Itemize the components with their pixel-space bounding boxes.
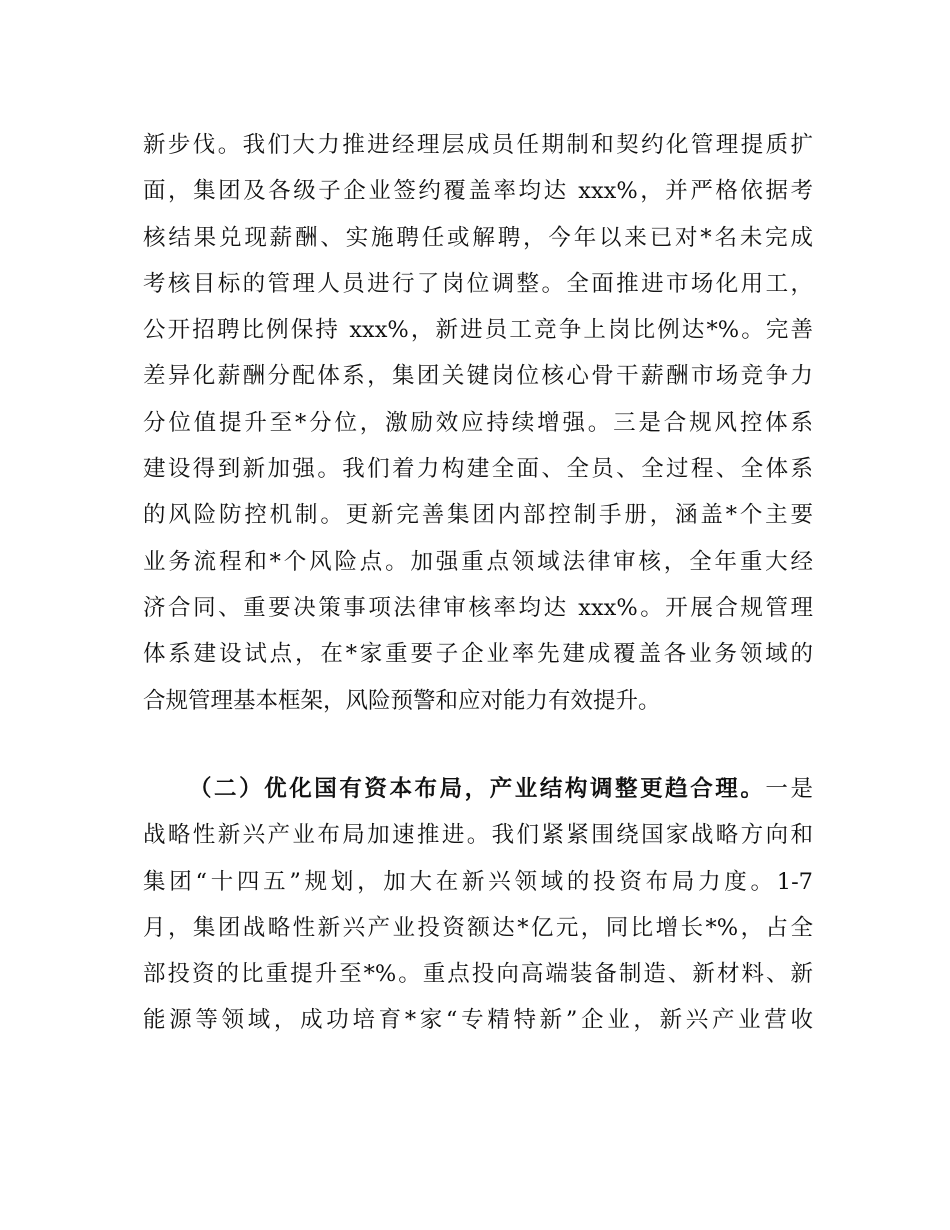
text-line: 面，集团及各级子企业签约覆盖率均达 xxx%，并严格依据考 [143, 178, 813, 205]
text-line: 建设得到新加强。我们着力构建全面、全员、全过程、全体系 [143, 456, 813, 483]
text-line: 部投资的比重提升至*%。重点投向高端装备制造、新材料、新 [143, 961, 813, 988]
section-first-line-rest: 一是 [765, 776, 813, 802]
text-line: 能源等领域，成功培育*家“专精特新”企业，新兴产业营收 [143, 1007, 813, 1034]
text-line: 考核目标的管理人员进行了岗位调整。全面推进市场化用工， [143, 270, 813, 297]
text-line: 战略性新兴产业布局加速推进。我们紧紧围绕国家战略方向和 [143, 822, 813, 849]
text-line: 的风险防控机制。更新完善集团内部控制手册，涵盖*个主要 [143, 502, 813, 529]
text-line: 济合同、重要决策事项法律审核率均达 xxx%。开展合规管理 [143, 594, 813, 621]
paragraph-reform-and-compliance [143, 122, 813, 724]
text-line: 新步伐。我们大力推进经理层成员任期制和契约化管理提质扩 [143, 132, 813, 158]
text-line: 月，集团战略性新兴产业投资额达*亿元，同比增长*%，占全 [143, 914, 813, 941]
paragraph-capital-layout [143, 766, 813, 1044]
text-line: 公开招聘比例保持 xxx%，新进员工竞争上岗比例达*%。完善 [143, 317, 813, 344]
section-first-line [143, 766, 813, 812]
text-line: 分位值提升至*分位，激励效应持续增强。三是合规风控体系 [143, 409, 813, 436]
text-line: 集团“十四五”规划，加大在新兴领域的投资布局力度。1-7 [143, 868, 813, 895]
section-heading: （二）优化国有资本布局，产业结构调整更趋合理。 [189, 776, 766, 802]
text-line: 合规管理基本框架，风险预警和应对能力有效提升。 [143, 687, 661, 714]
text-line: 差异化薪酬分配体系，集团关键岗位核心骨干薪酬市场竞争力 [143, 363, 813, 390]
text-line: 体系建设试点，在*家重要子企业率先建成覆盖各业务领域的 [143, 641, 813, 668]
text-line: 业务流程和*个风险点。加强重点领域法律审核，全年重大经 [143, 548, 813, 575]
text-line: 核结果兑现薪酬、实施聘任或解聘，今年以来已对*名未完成 [143, 224, 813, 251]
